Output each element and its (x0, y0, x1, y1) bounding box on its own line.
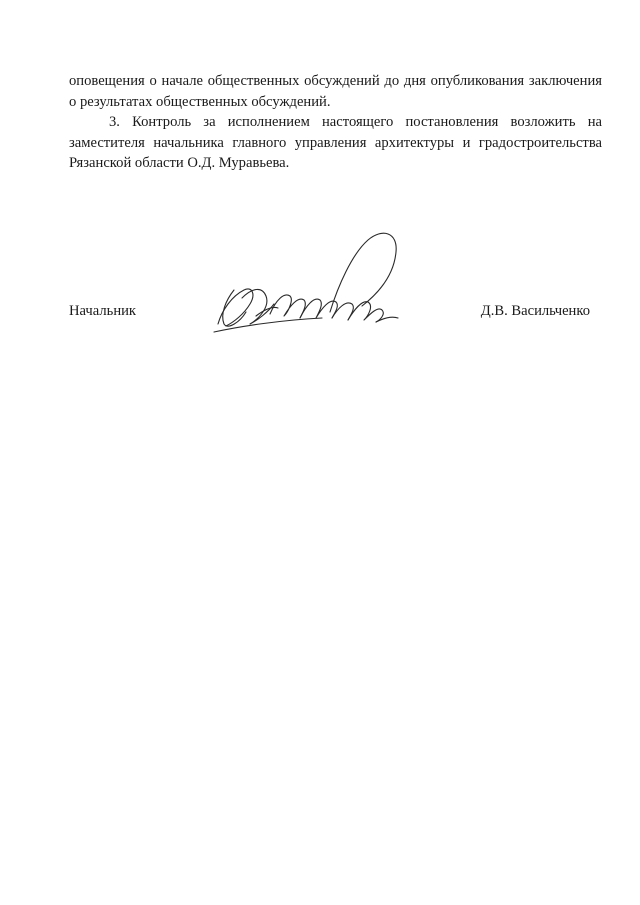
handwritten-signature-icon (212, 226, 408, 338)
signer-position: Начальник (69, 303, 137, 319)
document-body (69, 71, 602, 174)
paragraph-control-clause: 3. Контроль за исполнением настоящего постановления возложить на заместителя начальника главного управления архитектуры и градостроительства Рязанской области О.Д. Муравьева. (69, 114, 602, 171)
signer-name: Д.В. Васильченко (480, 303, 590, 319)
paragraph-continuation: оповещения о начале общественных обсуждений до дня опубликования заключения о результатах общественных обсуждений. (69, 73, 602, 110)
